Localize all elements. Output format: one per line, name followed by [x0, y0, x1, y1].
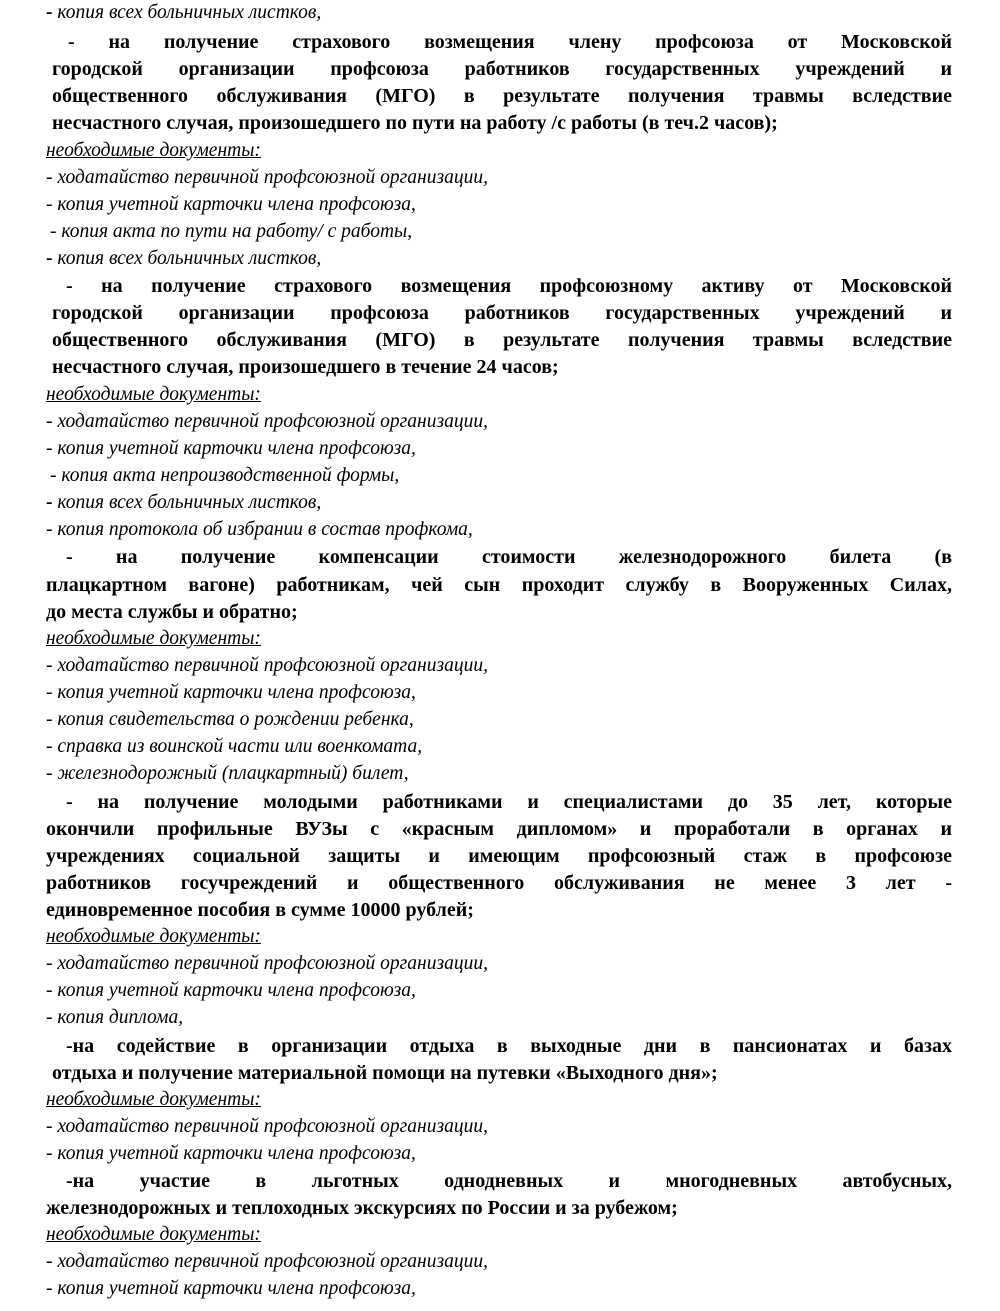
benefit-paragraph-line: учреждениях социальной защиты и имеющим профсоюзный стаж в профсоюзе	[46, 845, 952, 867]
document-list-item: - копия учетной карточки члена профсоюза,	[46, 980, 416, 1001]
required-documents-header: необходимые документы:	[46, 628, 261, 649]
benefit-paragraph-line: -на содействие в организации отдыха в выходные дни в пансионатах и базах	[66, 1035, 952, 1057]
required-documents-header: необходимые документы:	[46, 1224, 261, 1245]
benefit-paragraph-line: плацкартном вагоне) работникам, чей сын проходит службу в Вооруженных Силах,	[46, 574, 952, 596]
list-dash: -	[46, 2, 53, 23]
document-list-item: - ходатайство первичной профсоюзной организации,	[46, 1251, 488, 1272]
document-list-item: - копия учетной карточки члена профсоюза,	[46, 438, 416, 459]
benefit-paragraph-line: единовременное пособия в сумме 10000 рублей;	[46, 899, 474, 921]
document-list-item: - копия учетной карточки члена профсоюза,	[46, 194, 416, 215]
benefit-paragraph-line: - на получение компенсации стоимости железнодорожного билета (в	[66, 546, 952, 568]
document-list-item: - железнодорожный (плацкартный) билет,	[46, 763, 409, 784]
document-list-item: - ходатайство первичной профсоюзной организации,	[46, 167, 488, 188]
list-item-text: копия всех больничных листков,	[52, 492, 322, 513]
benefit-paragraph-line: общественного обслуживания (МГО) в результате получения травмы вследствие	[52, 85, 952, 107]
document-list-item: - справка из воинской части или военкомата,	[46, 736, 423, 757]
benefit-paragraph-line: общественного обслуживания (МГО) в результате получения травмы вследствие	[52, 329, 952, 351]
list-item-text: копия всех больничных листков,	[52, 2, 322, 23]
benefit-paragraph-line: железнодорожных и теплоходных экскурсиях по России и за рубежом;	[46, 1197, 678, 1219]
document-list-item: - ходатайство первичной профсоюзной организации,	[46, 1116, 488, 1137]
document-list-item: - копия акта по пути на работу/ с работы,	[50, 221, 413, 242]
benefit-paragraph-line: окончили профильные ВУЗы с «красным дипломом» и проработали в органах и	[46, 818, 952, 840]
benefit-paragraph-line: несчастного случая, произошедшего в течение 24 часов;	[52, 356, 559, 378]
required-documents-header: необходимые документы:	[46, 926, 261, 947]
document-list-item: - ходатайство первичной профсоюзной организации,	[46, 411, 488, 432]
benefit-paragraph-line: - на получение страхового возмещения члену профсоюза от Московской	[68, 31, 952, 53]
document-list-item: - копия учетной карточки члена профсоюза,	[46, 1143, 416, 1164]
benefit-paragraph-line: до места службы и обратно;	[46, 601, 298, 623]
document-list-item: - ходатайство первичной профсоюзной организации,	[46, 655, 488, 676]
required-documents-header: необходимые документы:	[46, 384, 261, 405]
document-list-item: - копия акта непроизводственной формы,	[50, 465, 400, 486]
benefit-paragraph-line: отдыха и получение материальной помощи на путевки «Выходного дня»;	[52, 1062, 718, 1084]
document-list-item: - ходатайство первичной профсоюзной организации,	[46, 953, 488, 974]
benefit-paragraph-line: несчастного случая, произошедшего по пути на работу /с работы (в теч.2 часов);	[52, 112, 778, 134]
document-list-item: - копия учетной карточки члена профсоюза,	[46, 1278, 416, 1299]
document-list-item	[46, 490, 952, 517]
benefit-paragraph-line: городской организации профсоюза работников государственных учреждений и	[52, 302, 952, 324]
benefit-paragraph-line: -на участие в льготных однодневных и многодневных автобусных,	[66, 1170, 952, 1192]
document-list-item	[46, 0, 952, 27]
benefit-paragraph-line: городской организации профсоюза работников государственных учреждений и	[52, 58, 952, 80]
list-dash: -	[46, 492, 53, 513]
document-list-item: - копия протокола об избрании в состав профкома,	[46, 519, 473, 540]
list-dash: -	[46, 248, 53, 269]
required-documents-header: необходимые документы:	[46, 1089, 261, 1110]
document-list-item: - копия учетной карточки члена профсоюза,	[46, 682, 416, 703]
list-item-text: копия всех больничных листков,	[52, 248, 322, 269]
document-list-item	[46, 246, 952, 273]
required-documents-header: необходимые документы:	[46, 140, 261, 161]
benefit-paragraph-line: - на получение страхового возмещения профсоюзному активу от Московской	[66, 275, 952, 297]
benefit-paragraph-line: - на получение молодыми работниками и специалистами до 35 лет, которые	[66, 791, 952, 813]
benefit-paragraph-line: работников госучреждений и общественного обслуживания не менее 3 лет -	[46, 872, 952, 894]
document-list-item: - копия диплома,	[46, 1007, 184, 1028]
document-list-item: - копия свидетельства о рождении ребенка,	[46, 709, 414, 730]
